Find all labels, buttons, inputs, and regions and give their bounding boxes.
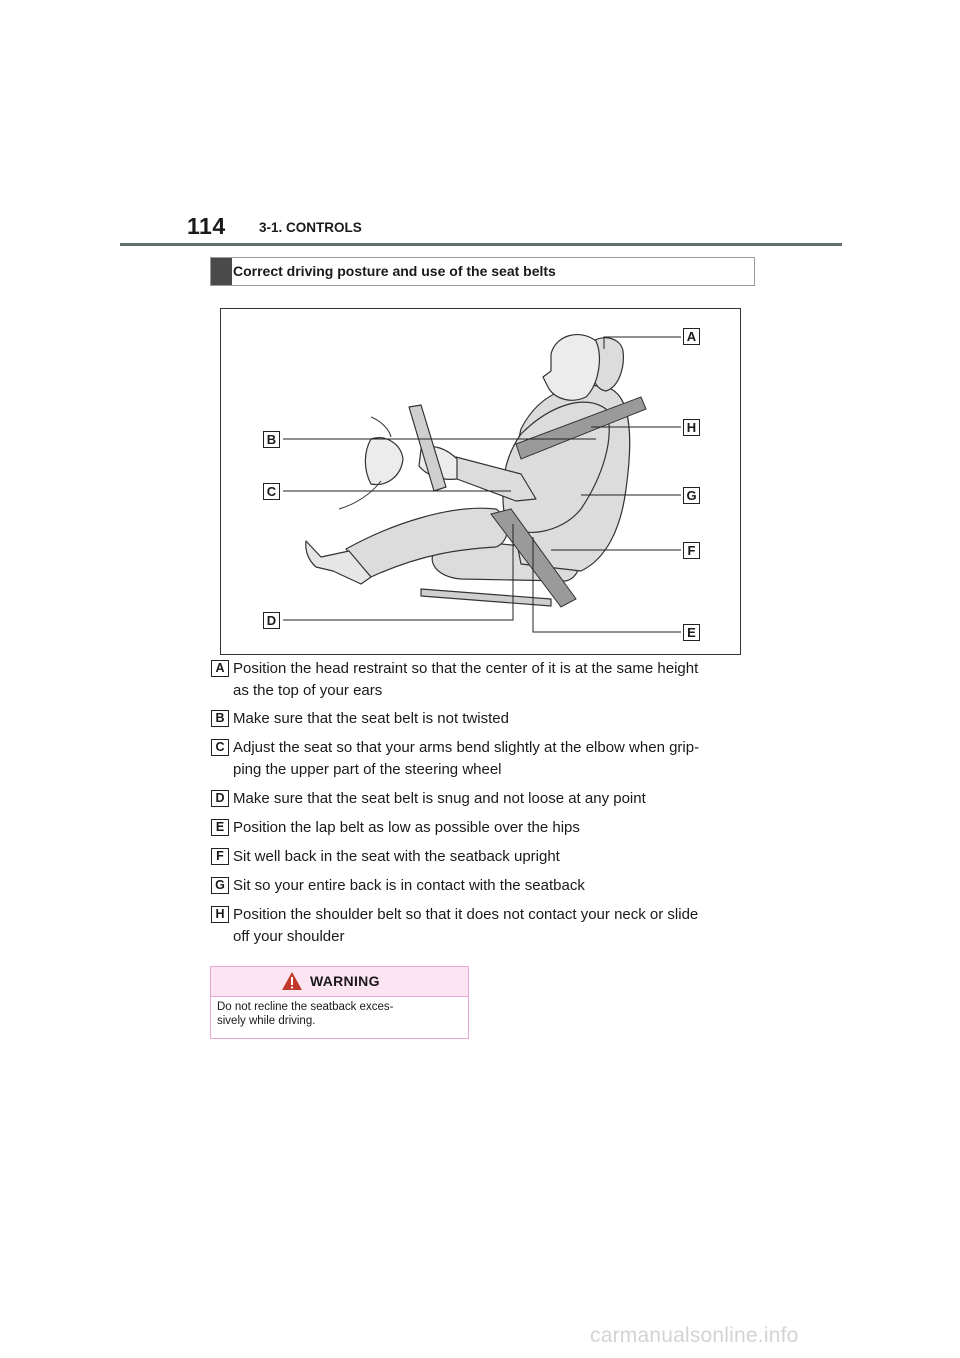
heading-tab — [211, 258, 232, 285]
callout-g: G — [683, 487, 700, 504]
section-title: 3-1. CONTROLS — [259, 220, 362, 235]
item-line: Position the lap belt as low as possible over the hips — [233, 819, 580, 836]
item-marker: G — [211, 877, 229, 894]
item-line: Make sure that the seat belt is snug and not loose at any point — [233, 790, 646, 807]
page-number: 114 — [187, 213, 226, 239]
item-marker: C — [211, 739, 229, 756]
watermark: carmanualsonline.info — [590, 1324, 799, 1347]
callout-d: D — [263, 612, 280, 629]
warning-body — [211, 997, 468, 1028]
subsection-heading — [210, 257, 755, 286]
instruction-item — [211, 737, 751, 781]
posture-illustration — [220, 308, 741, 655]
instruction-item — [211, 708, 751, 730]
item-line: Make sure that the seat belt is not twisted — [233, 710, 509, 727]
item-marker: D — [211, 790, 229, 807]
item-line: ping the upper part of the steering wheel — [233, 761, 502, 778]
callout-a: A — [683, 328, 700, 345]
warning-triangle-icon — [281, 971, 303, 991]
heading-text: Correct driving posture and use of the seat belts — [233, 263, 556, 279]
item-line: Adjust the seat so that your arms bend slightly at the elbow when grip- — [233, 739, 700, 756]
warning-title: WARNING — [310, 973, 380, 989]
item-marker: F — [211, 848, 229, 865]
item-marker: E — [211, 819, 229, 836]
item-marker: B — [211, 710, 229, 727]
warning-box — [210, 966, 469, 1039]
header-rule — [120, 243, 842, 246]
item-line: off your shoulder — [233, 928, 345, 945]
callout-f: F — [683, 542, 700, 559]
instruction-item — [211, 788, 751, 810]
callout-b: B — [263, 431, 280, 448]
callout-e: E — [683, 624, 700, 641]
item-line: Sit well back in the seat with the seatback upright — [233, 848, 560, 865]
warning-header — [211, 967, 468, 997]
warning-line: sively while driving. — [217, 1015, 316, 1027]
instruction-item — [211, 875, 751, 897]
item-line: as the top of your ears — [233, 682, 383, 699]
item-marker: A — [211, 660, 229, 677]
driver-seat-drawing — [221, 309, 742, 656]
callout-h: H — [683, 419, 700, 436]
instruction-item — [211, 904, 751, 948]
instruction-item — [211, 846, 751, 868]
instruction-list — [211, 658, 751, 948]
item-line: Sit so your entire back is in contact with the seatback — [233, 877, 585, 894]
warning-line: Do not recline the seatback exces- — [217, 1001, 394, 1013]
callout-c: C — [263, 483, 280, 500]
instruction-item — [211, 817, 751, 839]
item-line: Position the shoulder belt so that it does not contact your neck or slide — [233, 906, 699, 923]
item-line: Position the head restraint so that the center of it is at the same height — [233, 660, 699, 677]
item-marker: H — [211, 906, 229, 923]
instruction-item — [211, 658, 751, 702]
